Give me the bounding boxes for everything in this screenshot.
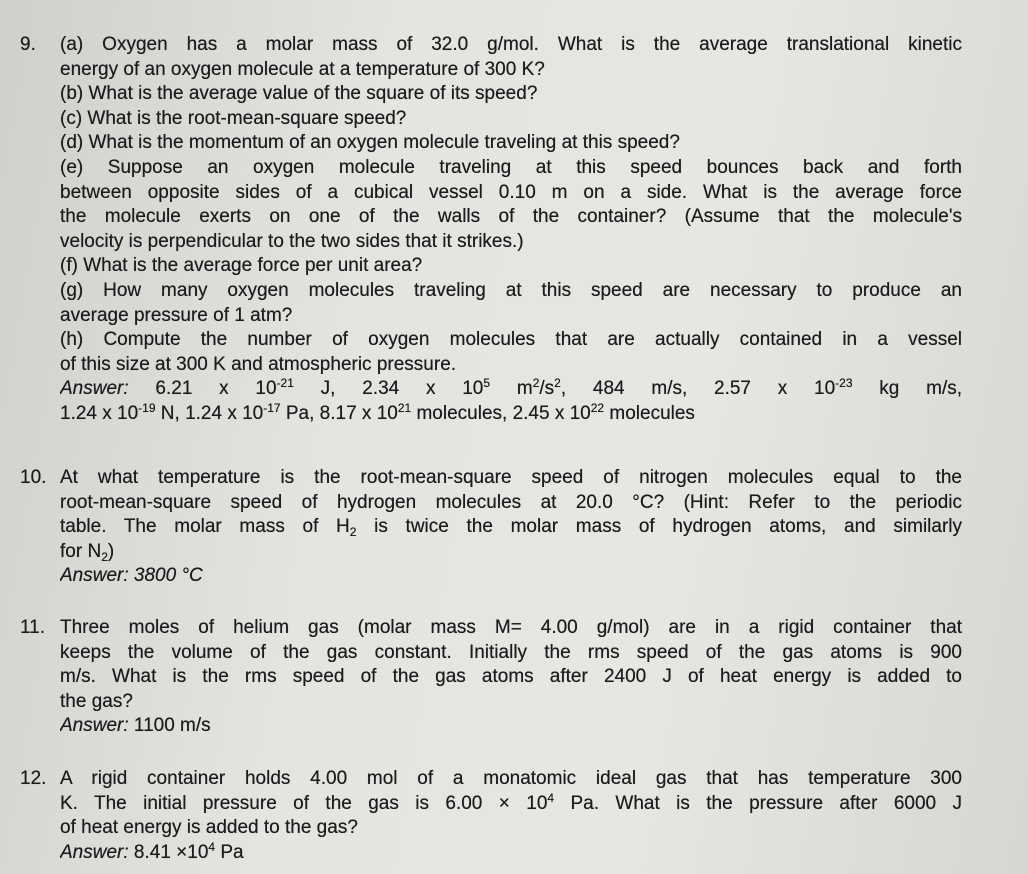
question-text: [60, 616, 962, 739]
text-run: , 484 m/s, 2.57 x 10: [560, 378, 836, 400]
text-line: [60, 515, 962, 540]
text-line: [60, 690, 962, 715]
text-line: [60, 564, 962, 589]
text-line: [60, 792, 962, 817]
text-line: [60, 107, 962, 132]
text-line: [60, 230, 962, 255]
text-line: [60, 616, 962, 641]
text-line: [60, 377, 962, 402]
text-run: molecules, 2.45 x 10: [411, 402, 591, 424]
superscript: -21: [276, 377, 294, 391]
text-run: (d) What is the momentum of an oxygen molecule traveling at this speed?: [60, 132, 680, 154]
text-run: K. The initial pressure of the gas is 6.00 × 10: [60, 792, 548, 814]
text-line: [60, 131, 962, 156]
text-run: At what temperature is the root-mean-square speed of nitrogen molecules equal to the: [60, 467, 962, 488]
text-run: J, 2.34 x 10: [293, 378, 484, 400]
text-line: [60, 540, 962, 565]
question-text: [60, 767, 962, 865]
text-run: /s: [539, 378, 555, 400]
text-line: [60, 181, 962, 206]
superscript: 4: [208, 840, 216, 854]
text-run: Pa. What is the pressure after 6000 J: [554, 792, 962, 814]
text-line: [60, 641, 962, 666]
text-line: [60, 491, 962, 516]
text-run: (e) Suppose an oxygen molecule traveling at this speed bounces back and forth: [60, 156, 962, 178]
text-run: the gas?: [60, 690, 133, 712]
text-run: Pa: [215, 841, 244, 863]
text-run: A rigid container holds 4.00 mol of a monatomic ideal gas that has temperature 300: [60, 768, 962, 789]
subscript: 2: [101, 549, 108, 564]
superscript: -19: [138, 401, 156, 415]
text-run: keeps the volume of the gas constant. Initially the rms speed of the gas atoms is 900: [60, 641, 962, 663]
text-run: for N: [60, 540, 102, 562]
text-run: 1100 m/s: [128, 715, 211, 737]
text-line: [60, 328, 962, 353]
superscript: -17: [263, 401, 281, 415]
text-run: m/s. What is the rms speed of the gas atoms after 2400 J of heat energy is added to: [60, 666, 962, 688]
text-run: kg m/s,: [852, 378, 962, 400]
text-line: [60, 353, 962, 378]
text-run: the molecule exerts on one of the walls of the container? (Assume that the molecule's: [60, 206, 962, 228]
text-line: [60, 714, 962, 739]
superscript: 2: [532, 377, 540, 391]
text-run: between opposite sides of a cubical vessel 0.10 m on a side. What is the average force: [60, 181, 962, 203]
text-run: table. The molar mass of H: [60, 516, 350, 538]
text-run: of heat energy is added to the gas?: [60, 817, 358, 839]
answer-label: Answer: 3800 °C: [60, 565, 203, 587]
question-number: 9.: [20, 34, 36, 55]
text-line: [60, 816, 962, 841]
text-line: [60, 156, 962, 181]
subscript: 2: [349, 525, 357, 540]
text-run: average pressure of 1 atm?: [60, 304, 293, 326]
text-line: [60, 402, 962, 427]
question-number: 11.: [20, 617, 46, 638]
text-line: [60, 82, 962, 107]
text-run: (f) What is the average force per unit area?: [60, 255, 423, 277]
text-run: Pa, 8.17 x 10: [280, 402, 398, 424]
superscript: -23: [835, 377, 853, 391]
text-line: [60, 33, 962, 58]
text-line: [60, 767, 962, 792]
superscript: 4: [547, 791, 555, 805]
text-run: energy of an oxygen molecule at a temperature of 300 K?: [60, 58, 545, 80]
text-run: (a) Oxygen has a molar mass of 32.0 g/mol. What is the average translational kinetic: [60, 34, 962, 55]
superscript: 2: [554, 377, 561, 391]
answer-label: Answer:: [60, 378, 129, 400]
answer-label: Answer:: [60, 715, 129, 737]
text-run: 6.21 x 10: [128, 378, 277, 400]
superscript: 22: [590, 401, 605, 415]
question-number: 12.: [20, 768, 47, 789]
text-run: N, 1.24 x 10: [155, 402, 264, 424]
text-line: [60, 304, 962, 329]
text-line: [60, 466, 962, 491]
text-run: molecules: [604, 402, 695, 424]
text-run: velocity is perpendicular to the two sides that it strikes.): [60, 230, 524, 252]
text-run: (c) What is the root-mean-square speed?: [60, 107, 407, 129]
question-number: 10.: [20, 467, 47, 488]
text-run: of this size at 300 K and atmospheric pressure.: [60, 353, 457, 375]
text-run: 1.24 x 10: [60, 402, 139, 424]
text-run: Three moles of helium gas (molar mass M= 4.00 g/mol) are in a rigid container that: [60, 617, 962, 638]
text-line: [60, 254, 962, 279]
text-run: is twice the molar mass of hydrogen atoms, and similarly: [356, 516, 962, 538]
text-line: [60, 205, 962, 230]
text-run: m: [490, 378, 533, 400]
text-run: (h) Compute the number of oxygen molecules that are actually contained in a vessel: [60, 329, 962, 351]
question-text: [60, 466, 962, 589]
text-run: 8.41 ×10: [128, 841, 209, 863]
text-line: [60, 279, 962, 304]
text-run: root-mean-square speed of hydrogen molecules at 20.0 °C? (Hint: Refer to the periodic: [60, 491, 962, 513]
answer-label: Answer:: [60, 841, 129, 863]
text-line: [60, 665, 962, 690]
superscript: 5: [483, 377, 491, 391]
text-run: ): [107, 540, 115, 562]
text-run: (g) How many oxygen molecules traveling at this speed are necessary to produce an: [60, 279, 962, 301]
superscript: 21: [397, 401, 412, 415]
text-line: [60, 841, 962, 866]
text-run: (b) What is the average value of the square of its speed?: [60, 83, 538, 105]
text-line: [60, 58, 962, 83]
question-text: [60, 33, 962, 427]
